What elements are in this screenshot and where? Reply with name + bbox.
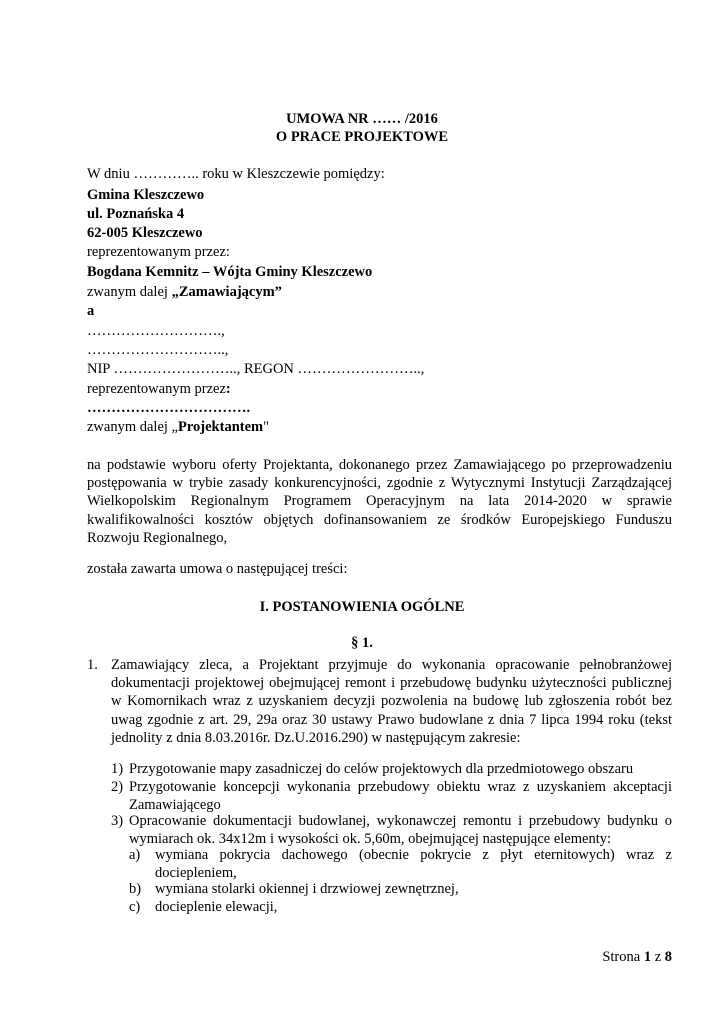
contract-title: UMOWA NR …… /2016 — [286, 111, 438, 127]
letter-b-label: b) — [129, 881, 142, 897]
point-1 — [87, 656, 672, 751]
letter-a-label: a) — [129, 847, 141, 863]
called-suffix: " — [263, 419, 270, 435]
letter-c-text: docieplenie elewacji, — [155, 899, 278, 915]
party1-representative: Bogdana Kemnitz – Wójta Gminy Kleszczewo — [87, 264, 373, 280]
represented-label: reprezentowanym przez — [87, 381, 226, 397]
subitem-1-number: 1) — [111, 761, 124, 777]
letter-item-a — [129, 846, 672, 884]
subitem-1-text: Przygotowanie mapy zasadniczej do celów projektowych dla przedmiotowego obszaru — [129, 761, 634, 777]
paragraph-sign: § 1. — [351, 635, 373, 651]
called-name: Projektantem — [178, 419, 264, 435]
letter-b-text: wymiana stolarki okiennej i drzwiowej zewnętrznej, — [155, 881, 459, 897]
subitem-3 — [111, 812, 672, 850]
subitem-3-number: 3) — [111, 813, 124, 829]
represented-colon: : — [225, 381, 231, 397]
page-middle: z — [651, 949, 665, 965]
party2-dots-3: ……………………………. — [87, 400, 251, 416]
letter-item-b — [129, 880, 672, 899]
total-pages: 8 — [664, 949, 672, 965]
intro-line: W dniu ………….. roku w Kleszczewie pomiędzy: — [87, 166, 385, 182]
party1-called — [87, 283, 282, 301]
page-prefix: Strona — [602, 949, 644, 965]
party1-city: 62-005 Kleszczewo — [87, 225, 203, 241]
party2-dots-2: ……………………….., — [87, 342, 229, 358]
basis-paragraph: na podstawie wyboru oferty Projektanta, dokonanego przez Zamawiającego po przeprowadzeniu postępowania w trybie zasady konkurencyjności, zgodnie z Wytycznymi Instytucji Zarządzającej Wielkopolskim Regionalnym Programem Operacyjnym na lata 2014-2020 w sprawie kwalifikowalności kosztów objętych dofinansowaniem ze środków Europejskiego Funduszu Rozwoju Regionalnego, — [87, 457, 672, 546]
party2-dots-1: ………………………., — [87, 323, 225, 339]
subitem-2-number: 2) — [111, 779, 124, 795]
party2-nip-regon: NIP …………………….., REGON …………………….., — [87, 361, 425, 377]
subitem-3-text: Opracowanie dokumentacji budowlanej, wykonawczej remontu i przebudowy budynku o wymiarach ok. 34x12m i wysokości ok. 5,60m, obejmującej następujące elementy: — [129, 813, 672, 848]
called-name: „Zamawiającym” — [171, 284, 282, 300]
letter-a-text: wymiana pokrycia dachowego (obecnie pokrycie z płyt eternitowych) wraz z dociepleniem, — [155, 847, 672, 882]
concluded-line: została zawarta umowa o następującej treści: — [87, 561, 348, 577]
called-prefix: zwanym dalej „ — [87, 419, 178, 435]
party2-represented — [87, 380, 231, 398]
called-prefix: zwanym dalej — [87, 284, 172, 300]
point-1-number: 1. — [87, 657, 98, 673]
page-number — [602, 948, 672, 966]
current-page: 1 — [643, 949, 652, 965]
and-word: a — [87, 303, 95, 319]
party1-name: Gmina Kleszczewo — [87, 187, 205, 203]
subitem-1 — [111, 760, 672, 779]
party2-called — [87, 418, 269, 436]
section-heading: I. POSTANOWIENIA OGÓLNE — [259, 599, 465, 615]
subitem-2 — [111, 778, 672, 816]
letter-c-label: c) — [129, 899, 141, 915]
letter-item-c — [129, 898, 672, 917]
party1-street: ul. Poznańska 4 — [87, 206, 185, 222]
contract-subtitle: O PRACE PROJEKTOWE — [275, 129, 449, 145]
subitem-2-text: Przygotowanie koncepcji wykonania przebudowy obiektu wraz z uzyskaniem akceptacji Zamawiającego — [129, 779, 672, 814]
party1-represented-label: reprezentowanym przez: — [87, 244, 230, 260]
point-1-text: Zamawiający zleca, a Projektant przyjmuje do wykonania opracowanie pełnobranżowej dokumentacji projektowej obejmującej remont i przebudowę budynku użyteczności publicznej w Komornikach wraz z uzyskaniem decyzji pozwolenia na budowę lub zgłoszenia robót bez uwag zgodnie z art. 29, 29a oraz 30 ustawy Prawo budowlane z dnia 7 lipca 1994 roku (tekst jednolity z dnia 8.03.2016r. Dz.U.2016.290) w następującym zakresie: — [111, 657, 672, 746]
